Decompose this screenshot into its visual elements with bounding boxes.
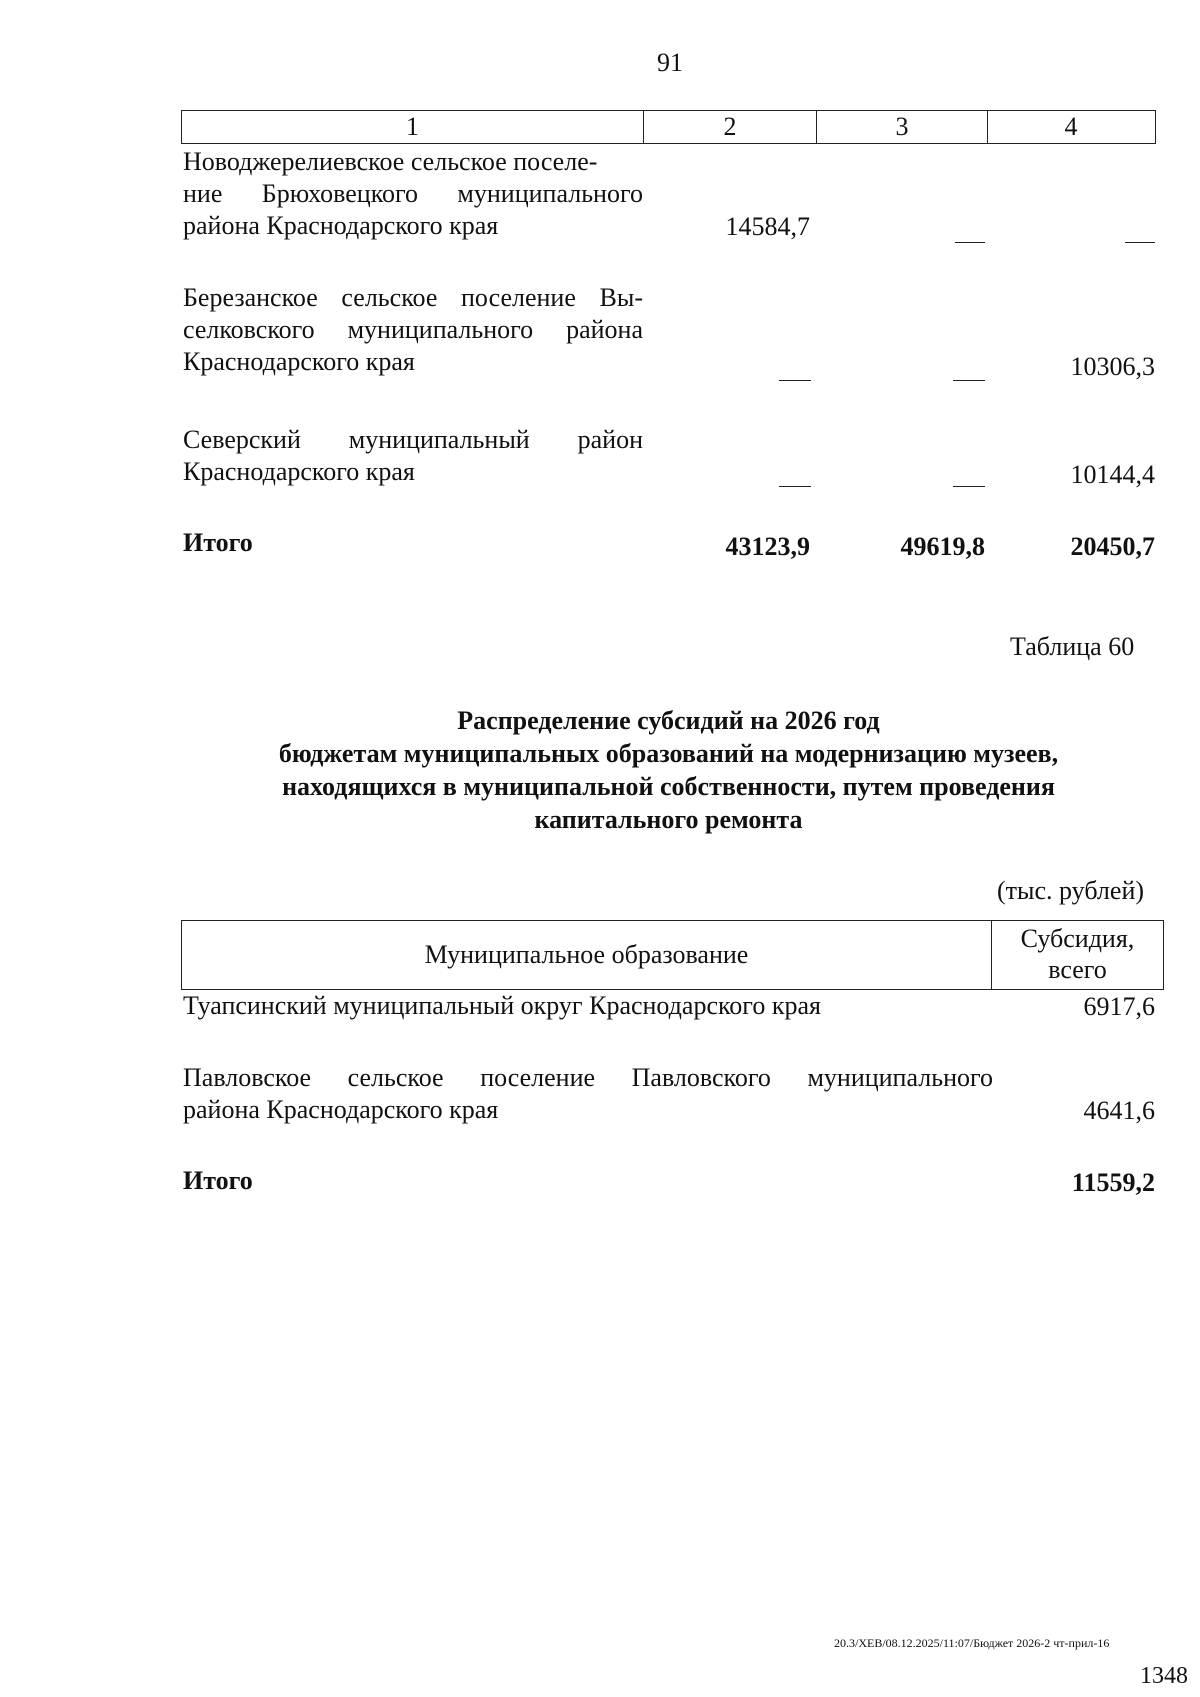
table60-total-label: Итого — [183, 1166, 253, 1195]
title-line: капитального ремонта — [534, 805, 803, 834]
table1-row2-name — [183, 282, 643, 378]
table1-header-col3: 3 — [817, 111, 988, 143]
table1-row1-name — [183, 146, 643, 242]
title-line: бюджетам муниципальных образований на модернизацию музеев, — [278, 739, 1059, 768]
document-code: 20.3/ХЕВ/08.12.2025/11:07/Бюджет 2026-2 чт-прил-16 — [834, 1636, 1110, 1650]
table1-row1-col4-dash — [1125, 230, 1155, 248]
page-number: 91 — [657, 48, 683, 77]
table1-row3-col4: 10144,4 — [1070, 460, 1155, 489]
text-line: ние Брюховецкого муниципального — [183, 179, 643, 208]
title-line: находящихся в муниципальной собственности, путем проведения — [282, 772, 1055, 801]
text-line: района Краснодарского края — [183, 211, 499, 240]
table60-header-row — [181, 920, 1164, 990]
table1-header-col2: 2 — [644, 111, 817, 143]
table60-row2-value: 4641,6 — [1083, 1096, 1155, 1125]
header-line: Субсидия, — [1020, 924, 1135, 953]
table1-row2-col2-dash — [779, 368, 811, 386]
table1-total-label: Итого — [183, 528, 253, 557]
text-line: Северский муниципальный район — [183, 425, 643, 454]
text-line: района Краснодарского края — [183, 1095, 499, 1124]
text-line: селковского муниципального района — [183, 315, 643, 344]
table1-total-col2: 43123,9 — [725, 532, 810, 561]
header-line: всего — [1048, 955, 1107, 984]
table60-header-col1: Муниципальное образование — [182, 921, 992, 989]
table-label: Таблица 60 — [1010, 632, 1135, 661]
table1-header-col1: 1 — [182, 111, 644, 143]
table60-row2-name — [183, 1062, 993, 1126]
table60-row1-name — [183, 990, 993, 1022]
text-line: Павловское сельское поселение Павловского муниципального — [183, 1063, 993, 1092]
table1-row3-name — [183, 424, 643, 488]
text-line: Новоджерелиевское сельское поселе- — [183, 147, 598, 176]
table60-total-value: 11559,2 — [1071, 1168, 1155, 1197]
units-label: (тыс. рублей) — [997, 876, 1145, 905]
table60-title — [181, 704, 1156, 836]
table1-header-col4: 4 — [1064, 112, 1078, 141]
table1-row2-col3-dash — [953, 368, 985, 386]
text-line: Краснодарского края — [183, 347, 415, 376]
table60-row1-value: 6917,6 — [1083, 992, 1155, 1021]
table1-total-col3: 49619,8 — [900, 532, 985, 561]
table1-row2-col4: 10306,3 — [1070, 352, 1155, 381]
table1-header-row — [181, 110, 1156, 144]
table1-total-col4: 20450,7 — [1070, 532, 1155, 561]
text-line: Краснодарского края — [183, 457, 415, 486]
table1-row1-col2: 14584,7 — [725, 212, 810, 241]
sheet-number: 1348 — [1140, 1663, 1188, 1689]
table1-row3-col3-dash — [953, 474, 985, 492]
text-line: Туапсинский муниципальный округ Краснодарского края — [183, 991, 821, 1020]
table1-row1-col3-dash — [955, 230, 985, 248]
table1-row3-col2-dash — [779, 474, 811, 492]
text-line: Березанское сельское поселение Вы- — [183, 283, 643, 312]
title-line: Распределение субсидий на 2026 год — [457, 706, 880, 735]
table60-header-col2 — [992, 921, 1163, 989]
